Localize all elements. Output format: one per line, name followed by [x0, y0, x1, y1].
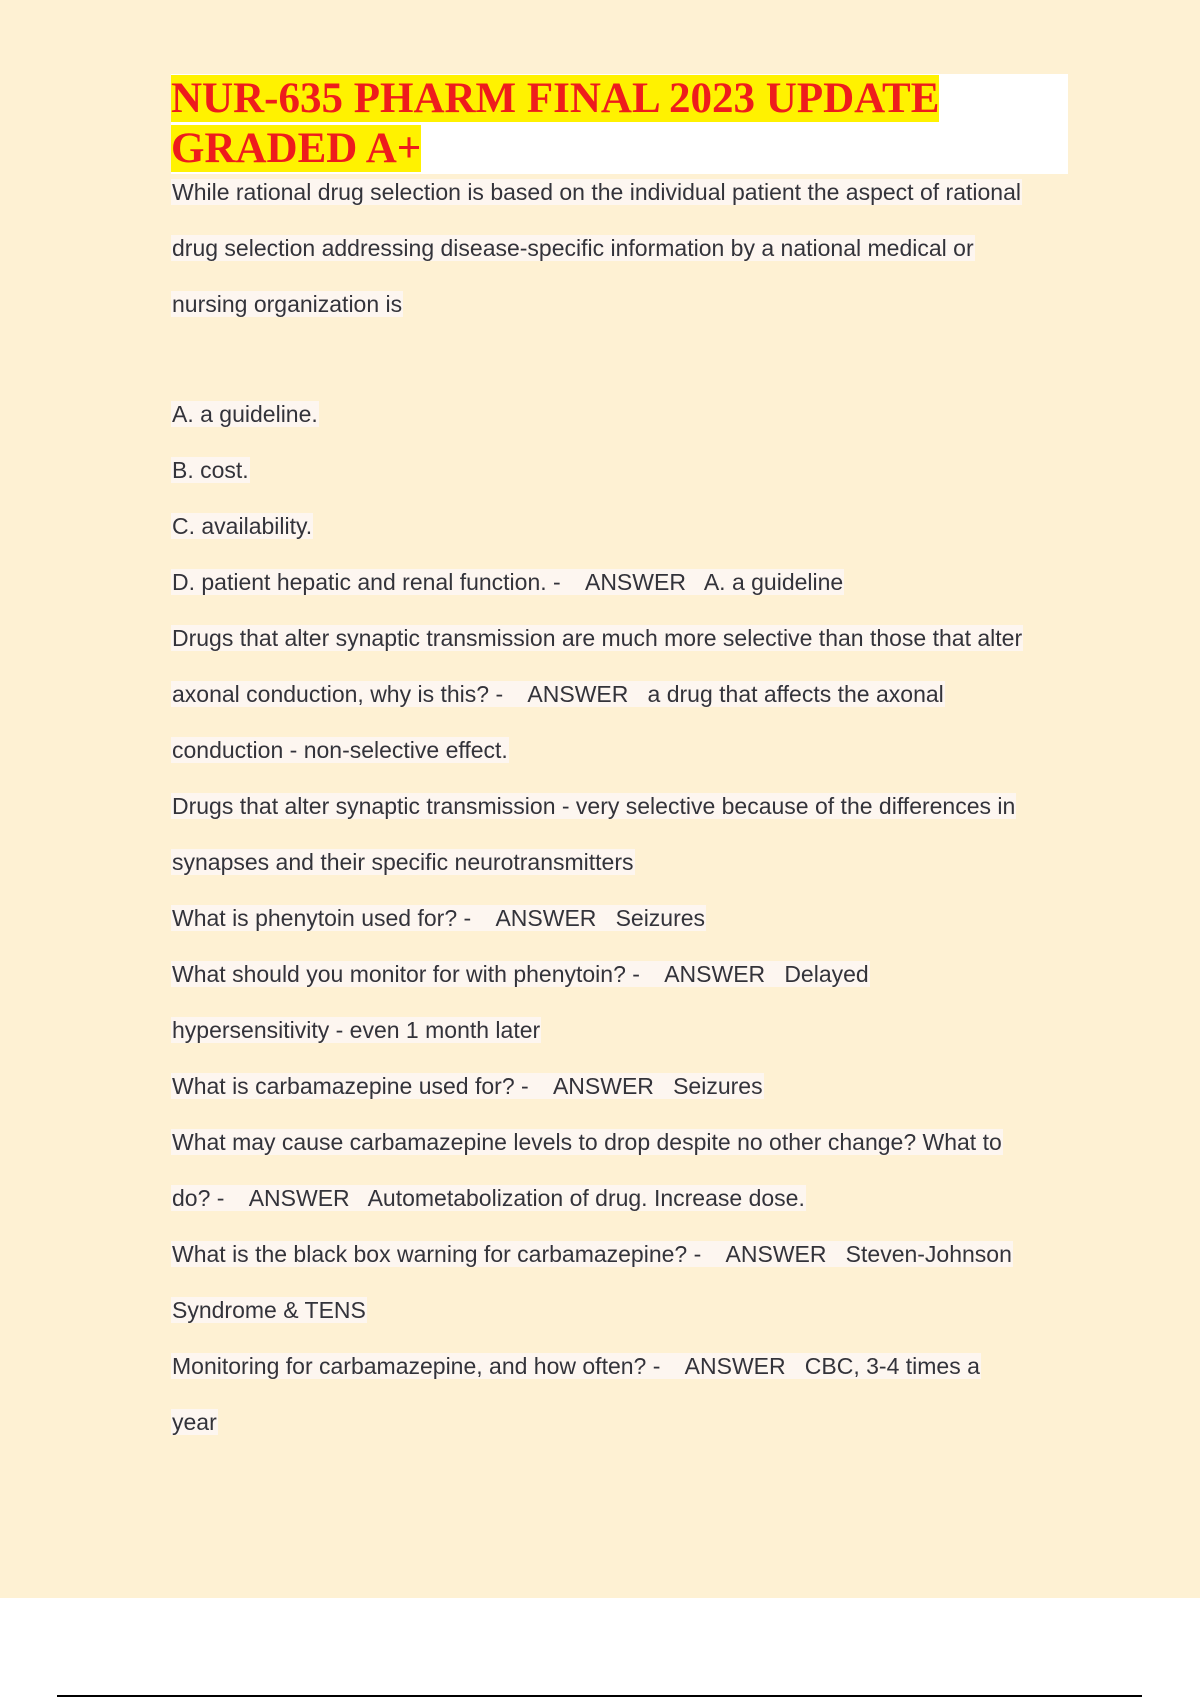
qa-line [171, 678, 1071, 734]
document-title [171, 74, 1068, 174]
qa-line [171, 1014, 1071, 1070]
document-content [171, 74, 1071, 1462]
qa-line [171, 1294, 1071, 1350]
question-text: nursing organization is [172, 291, 403, 317]
qa-text: Syndrome & TENS [172, 1297, 366, 1323]
answer-option [171, 398, 1071, 454]
qa-text: axonal conduction, why is this? - ANSWER a drug that affects the axonal [172, 681, 944, 707]
question-text: While rational drug selection is based on the individual patient the aspect of rational [172, 179, 1021, 205]
paragraph-gap [171, 344, 1071, 398]
document-title-text: NUR-635 PHARM FINAL 2023 UPDATE GRADED A+ [171, 75, 940, 172]
qa-text: Monitoring for carbamazepine, and how often? - ANSWER CBC, 3-4 times a [172, 1353, 980, 1379]
question-text: drug selection addressing disease-specific information by a national medical or [172, 235, 974, 261]
qa-text: year [172, 1409, 217, 1435]
qa-line [171, 958, 1071, 1014]
qa-text: Drugs that alter synaptic transmission - very selective because of the differences in [172, 793, 1016, 819]
qa-line [171, 1350, 1071, 1406]
option-text: A. a guideline. [172, 401, 318, 427]
qa-line [171, 734, 1071, 790]
qa-line [171, 1126, 1071, 1182]
qa-text: synapses and their specific neurotransmitters [172, 849, 634, 875]
qa-text: do? - ANSWER Autometabolization of drug. Increase dose. [172, 1185, 805, 1211]
option-text: C. availability. [172, 513, 313, 539]
option-text: D. patient hepatic and renal function. - ANSWER A. a guideline [172, 569, 844, 595]
title-block [171, 74, 1068, 174]
qa-line [171, 790, 1071, 846]
qa-line [171, 622, 1071, 678]
qa-text: conduction - non-selective effect. [172, 737, 508, 763]
option-text: B. cost. [172, 457, 249, 483]
document-body [171, 176, 1071, 1462]
answer-option [171, 454, 1071, 510]
qa-text: What is the black box warning for carbamazepine? - ANSWER Steven-Johnson [172, 1241, 1012, 1267]
answer-option [171, 566, 1071, 622]
qa-text: What should you monitor for with phenytoin? - ANSWER Delayed [172, 961, 869, 987]
answer-option [171, 510, 1071, 566]
qa-line [171, 846, 1071, 902]
qa-line [171, 902, 1071, 958]
question-line [171, 232, 1071, 288]
qa-text: hypersensitivity - even 1 month later [172, 1017, 541, 1043]
qa-line [171, 1182, 1071, 1238]
qa-text: Drugs that alter synaptic transmission are much more selective than those that alter [172, 625, 1023, 651]
qa-line [171, 1070, 1071, 1126]
question-line [171, 176, 1071, 232]
qa-line [171, 1238, 1071, 1294]
qa-line [171, 1406, 1071, 1462]
qa-text: What is carbamazepine used for? - ANSWER Seizures [172, 1073, 763, 1099]
qa-text: What may cause carbamazepine levels to drop despite no other change? What to [172, 1129, 1002, 1155]
footer-divider [57, 1695, 1142, 1697]
qa-text: What is phenytoin used for? - ANSWER Seizures [172, 905, 706, 931]
question-line [171, 288, 1071, 344]
